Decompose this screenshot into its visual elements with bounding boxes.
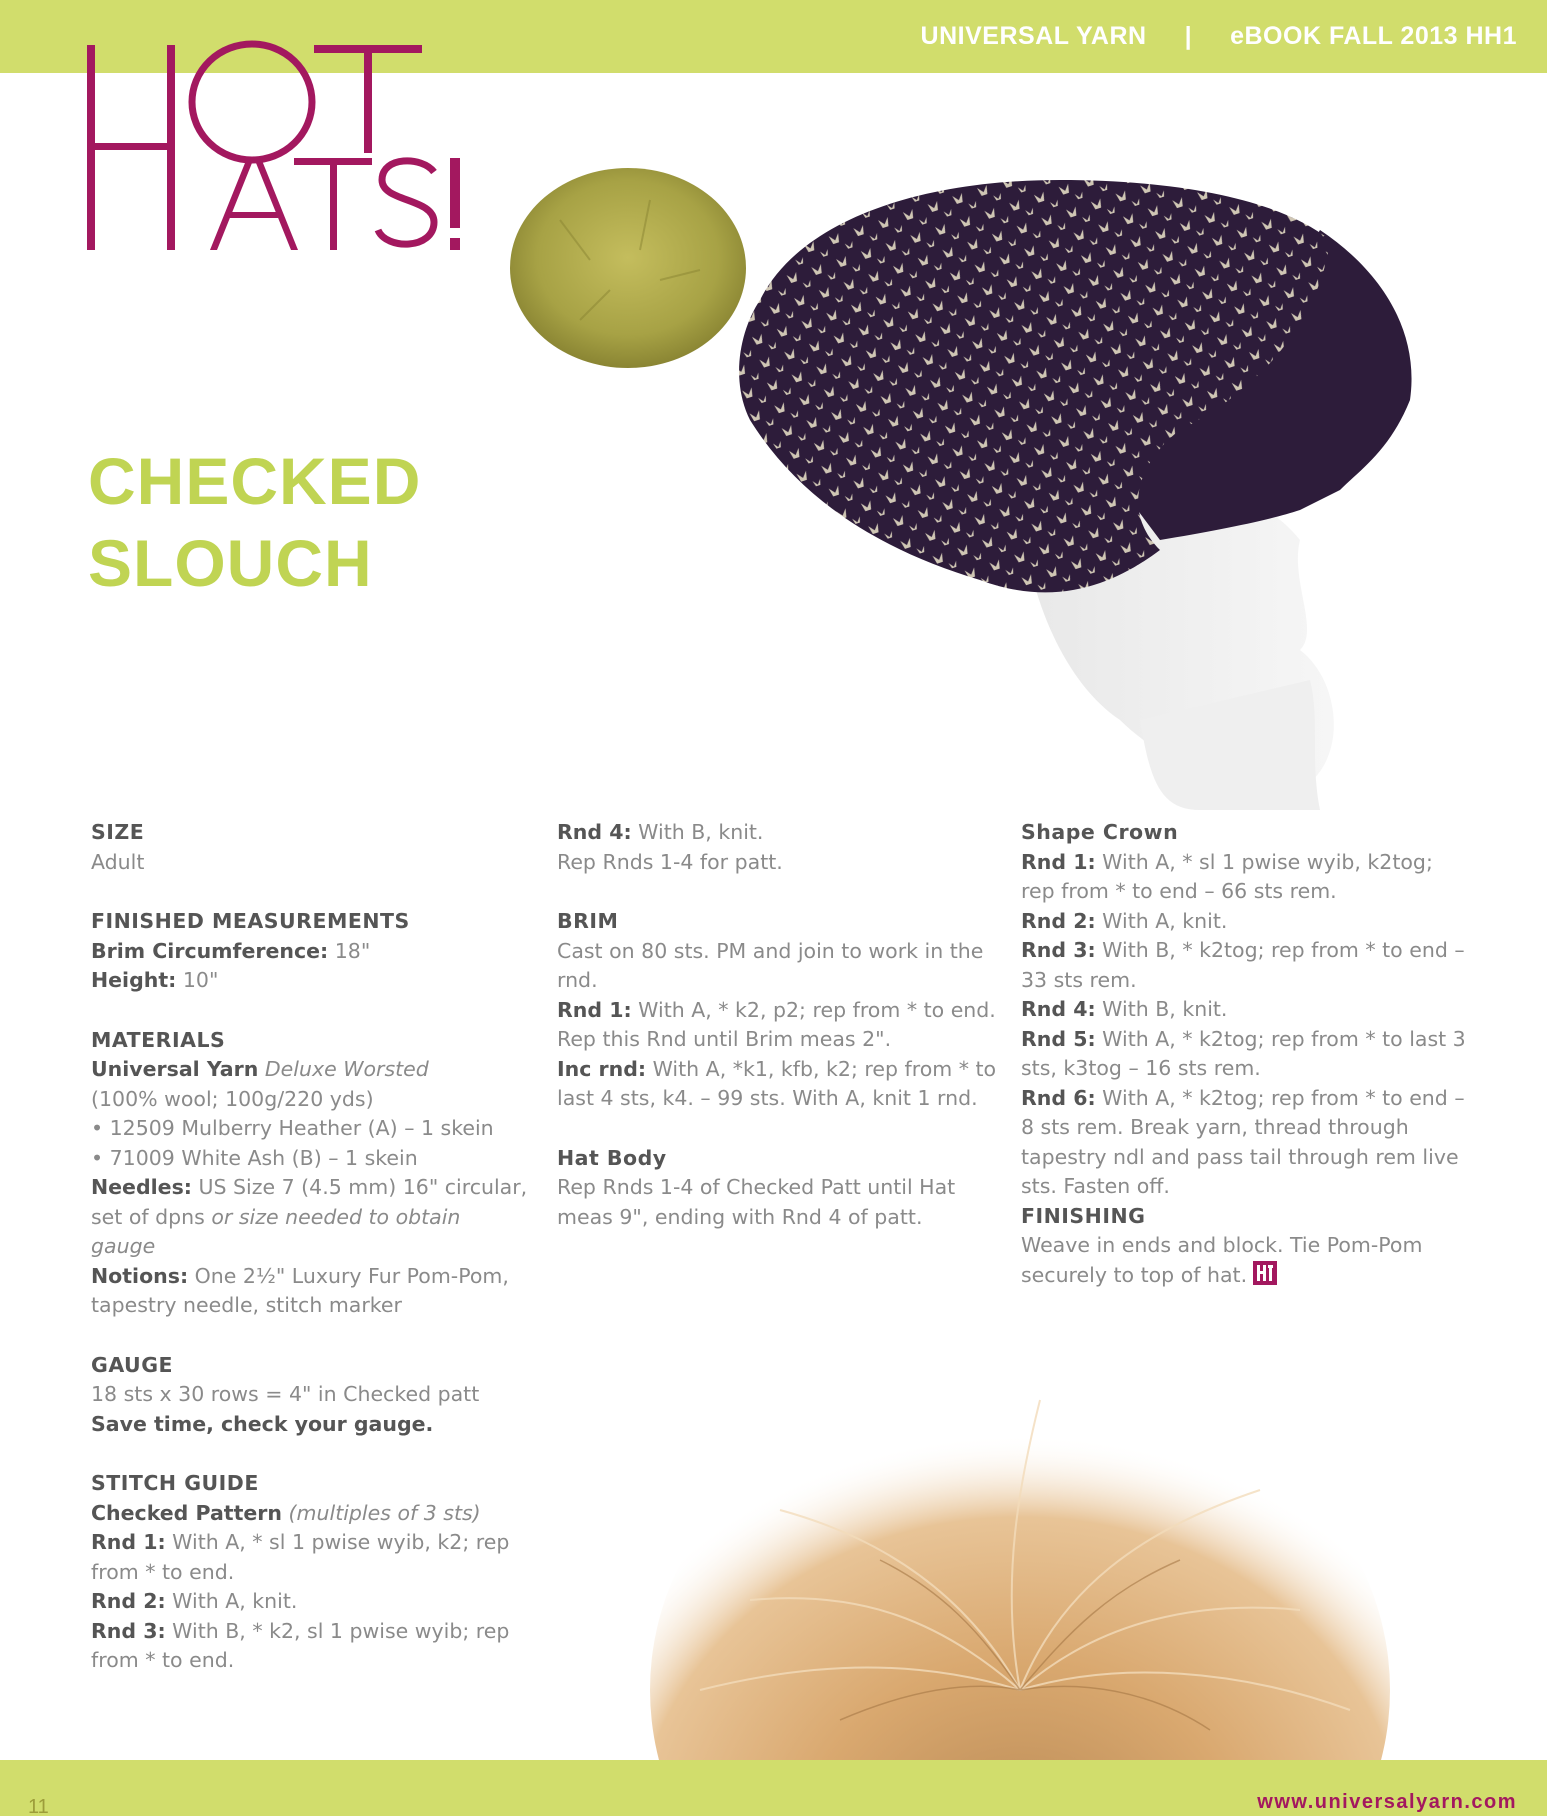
rnd-label: Rnd 2: (91, 1589, 166, 1613)
rnd-text: With B, knit. (1095, 997, 1228, 1021)
rnd-label: Rnd 3: (1021, 938, 1096, 962)
pattern-rnd-2 (91, 1587, 531, 1617)
column-3 (1021, 818, 1471, 1290)
header-text (921, 22, 1517, 51)
pompom (510, 168, 746, 368)
gauge-value: 18 sts x 30 rows = 4" in Checked patt (91, 1382, 480, 1406)
rnd-label: Rnd 4: (557, 820, 632, 844)
finished-measurements-heading: FINISHED MEASUREMENTS (91, 909, 410, 933)
rnd-label: Rnd 2: (1021, 908, 1096, 933)
rnd-text: With A, knit. (165, 1589, 298, 1613)
inc-rnd (557, 1055, 997, 1114)
yarn-brand: Universal Yarn (91, 1057, 259, 1081)
rnd-text: With A, * sl 1 pwise wyib, k2; rep from * to end. (91, 1530, 510, 1584)
rnd-text: With B, knit. (631, 820, 764, 844)
crown-rnd-1 (1021, 848, 1471, 907)
pattern-rnd-3 (91, 1617, 531, 1676)
rnd-label: Rnd 1: (557, 997, 632, 1022)
materials-heading: MATERIALS (91, 1027, 226, 1052)
height-label: Height: (91, 968, 177, 992)
crown-rnd-5 (1021, 1025, 1471, 1084)
rnd-label: Rnd 1: (91, 1530, 166, 1554)
brim-label: Brim Circumference: (91, 938, 329, 963)
repeat-note: Rep Rnds 1-4 for patt. (557, 849, 783, 874)
size-value: Adult (91, 849, 145, 874)
notions (91, 1262, 531, 1321)
needles (91, 1173, 531, 1262)
rnd-text: With A, *k1, kfb, k2; rep from * to last 4 sts, k4. – 99 sts. With A, knit 1 rnd. (557, 1056, 997, 1110)
pattern-rnd-1 (91, 1528, 531, 1587)
yarn-fiber: (100% wool; 100g/220 yds) (91, 1086, 374, 1111)
brim-heading: BRIM (557, 909, 619, 933)
yarn-name: Deluxe Worsted (264, 1057, 429, 1081)
notions-value: One 2½" Luxury Fur Pom-Pom, tapestry needle, stitch marker (91, 1263, 509, 1317)
color-b: • 71009 White Ash (B) – 1 skein (91, 1145, 418, 1170)
finishing-heading: FINISHING (1021, 1203, 1146, 1228)
hat-body-heading: Hat Body (557, 1145, 667, 1170)
end-mark-icon (1253, 1261, 1277, 1285)
rnd-text: With B, * k2tog; rep from * to end – 33 sts rem. (1021, 938, 1465, 992)
hat-body-text: Rep Rnds 1-4 of Checked Patt until Hat meas 9", ending with Rnd 4 of patt. (557, 1175, 956, 1229)
rnd-text: With B, * k2, sl 1 pwise wyib; rep from * to end. (91, 1618, 510, 1672)
header-separator: | (1184, 22, 1193, 50)
crown-rnd-3 (1021, 936, 1471, 995)
column-1 (91, 818, 531, 1676)
pompom-closeup-photo (640, 1360, 1400, 1760)
crown-rnd-2 (1021, 907, 1471, 937)
pattern-label: Checked Pattern (91, 1500, 283, 1525)
stitch-guide-heading: STITCH GUIDE (91, 1471, 259, 1495)
rnd-label: Rnd 1: (1021, 849, 1096, 874)
rnd-label: Rnd 5: (1021, 1026, 1096, 1051)
pattern-title (88, 440, 421, 604)
rnd-label: Inc rnd: (557, 1056, 647, 1081)
hat-photo (500, 160, 1480, 810)
needles-italic: or size needed to obtain gauge (91, 1204, 461, 1258)
checked-pattern (91, 1499, 531, 1529)
rnd-label: Rnd 4: (1021, 997, 1096, 1021)
finishing-text (1021, 1231, 1471, 1290)
brim-circumference (91, 937, 531, 967)
page-number: 11 (28, 1796, 49, 1818)
hot-hats-logo (82, 40, 502, 260)
yarn-line (91, 1055, 531, 1085)
shape-crown-heading: Shape Crown (1021, 820, 1179, 844)
rnd-label: Rnd 3: (91, 1618, 166, 1643)
title-line-2: SLOUCH (88, 526, 373, 600)
gauge-note: Save time, check your gauge. (91, 1411, 434, 1436)
height-value: 10" (176, 968, 219, 992)
rnd-label: Rnd 6: (1021, 1085, 1096, 1110)
height (91, 966, 531, 996)
brim-cast-on: Cast on 80 sts. PM and join to work in the rnd. (557, 938, 984, 992)
rnd-text: With A, * k2, p2; rep from * to end. Rep this Rnd until Brim meas 2". (557, 997, 996, 1051)
rnd-text: With A, * k2tog; rep from * to last 3 sts, k3tog – 16 sts rem. (1021, 1026, 1466, 1080)
gauge-heading: GAUGE (91, 1352, 174, 1377)
pattern-rnd-4 (557, 818, 997, 848)
brim-rnd-1 (557, 996, 997, 1055)
header-issue: eBOOK FALL 2013 HH1 (1230, 22, 1517, 50)
header-brand: UNIVERSAL YARN (920, 22, 1147, 50)
notions-label: Notions: (91, 1263, 189, 1288)
crown-rnd-6 (1021, 1084, 1471, 1202)
website-link[interactable]: www.universalyarn.com (1257, 1791, 1517, 1813)
rnd-text: With A, knit. (1095, 908, 1228, 933)
needles-value: US Size 7 (4.5 mm) 16" circular, set of dpns (91, 1175, 528, 1229)
size-heading: SIZE (91, 820, 145, 844)
rnd-text: With A, * k2tog; rep from * to end – 8 sts rem. Break yarn, thread through tapestry ndl and pass tail through rem live sts. Fasten off. (1021, 1085, 1465, 1198)
finishing-body: Weave in ends and block. Tie Pom-Pom securely to top of hat. (1021, 1233, 1423, 1287)
pattern-note: (multiples of 3 sts) (282, 1500, 481, 1525)
brim-value: 18" (328, 938, 371, 963)
needles-label: Needles: (91, 1175, 192, 1199)
column-2 (557, 818, 997, 1232)
color-a: • 12509 Mulberry Heather (A) – 1 skein (91, 1116, 494, 1140)
title-line-1: CHECKED (88, 444, 422, 518)
crown-rnd-4 (1021, 995, 1471, 1025)
rnd-text: With A, * sl 1 pwise wyib, k2tog; rep from * to end – 66 sts rem. (1021, 849, 1433, 903)
